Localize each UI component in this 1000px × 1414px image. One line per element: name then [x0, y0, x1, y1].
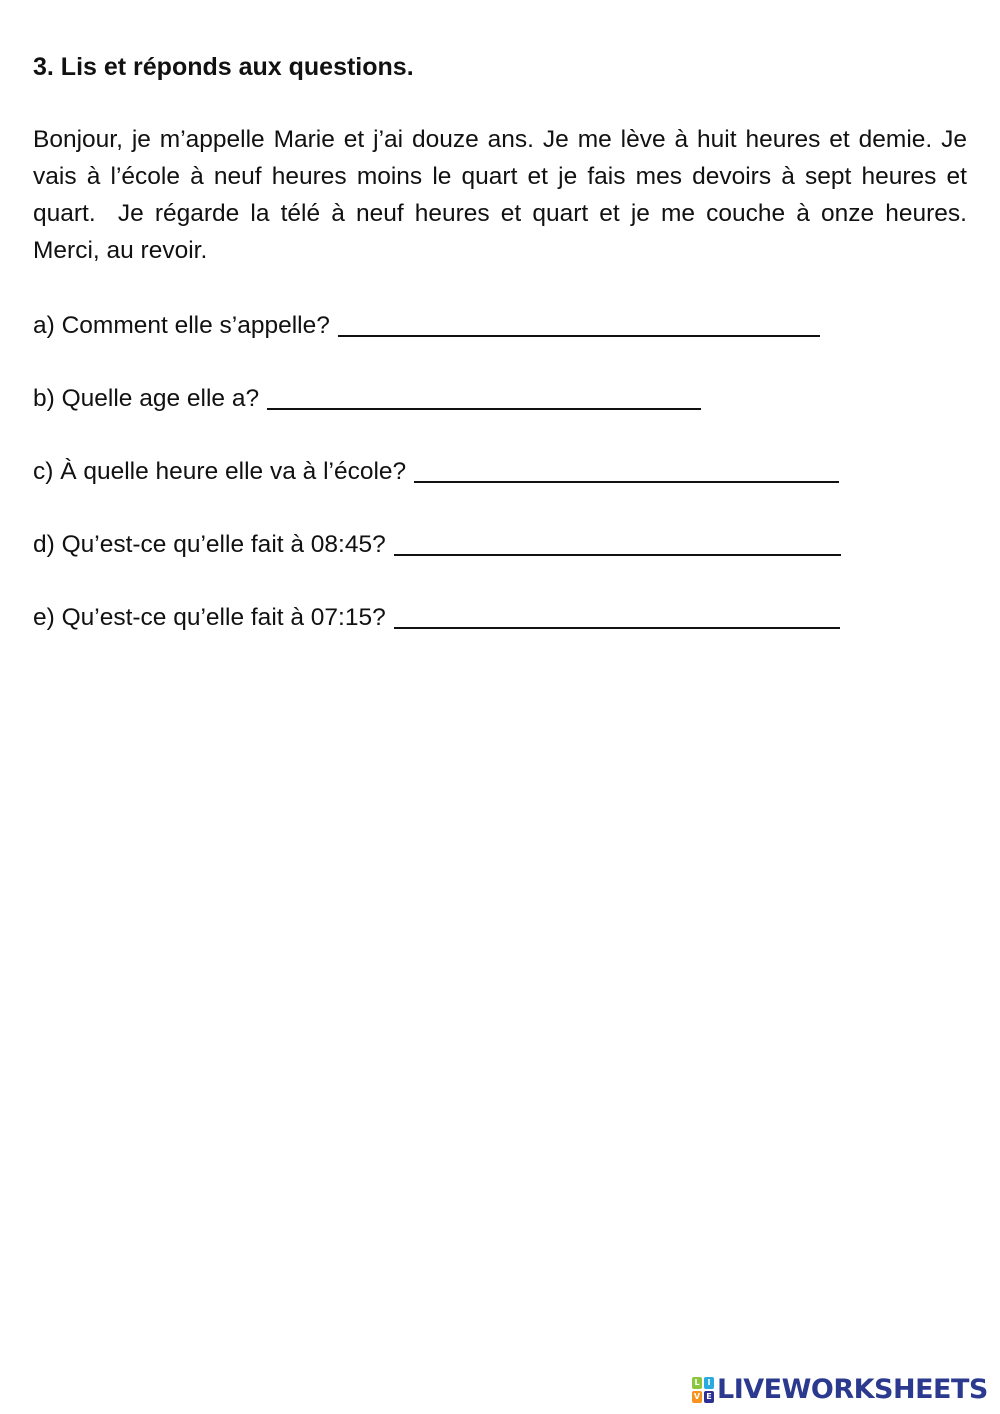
exercise-title: 3. Lis et réponds aux questions.: [33, 53, 414, 81]
answer-field-a[interactable]: [338, 309, 820, 337]
question-label: c) À quelle heure elle va à l’école?: [33, 458, 407, 485]
question-d: [33, 524, 841, 560]
logo-text: LIVEWORKSHEETS: [717, 1374, 988, 1405]
question-c: [33, 451, 839, 487]
logo-mark-letter: E: [704, 1391, 714, 1403]
logo-mark-letter: I: [704, 1377, 714, 1389]
answer-field-e[interactable]: [394, 601, 840, 629]
question-label: e) Qu’est-ce qu’elle fait à 07:15?: [33, 604, 386, 631]
answer-field-c[interactable]: [414, 455, 839, 483]
question-b: [33, 378, 701, 414]
reading-text: Bonjour, je m’appelle Marie et j’ai douze ans. Je me lève à huit heures et demie. Je vais à l’école à neuf heures moins le quart et je fais mes devoirs à sept heures et quart. Je régarde la télé à neuf heures et quart et je me couche à onze heures. Merci, au revoir.: [33, 126, 974, 264]
logo-mark-icon: [692, 1377, 714, 1403]
question-a: [33, 305, 820, 341]
question-e: [33, 597, 840, 633]
answer-field-b[interactable]: [267, 382, 701, 410]
answer-field-d[interactable]: [394, 528, 841, 556]
logo-mark-letter: L: [692, 1377, 702, 1389]
question-label: d) Qu’est-ce qu’elle fait à 08:45?: [33, 531, 386, 558]
question-label: b) Quelle age elle a?: [33, 385, 260, 412]
logo-mark-letter: V: [693, 1392, 701, 1401]
question-label: a) Comment elle s’appelle?: [33, 312, 330, 339]
liveworksheets-logo: [692, 1373, 988, 1407]
